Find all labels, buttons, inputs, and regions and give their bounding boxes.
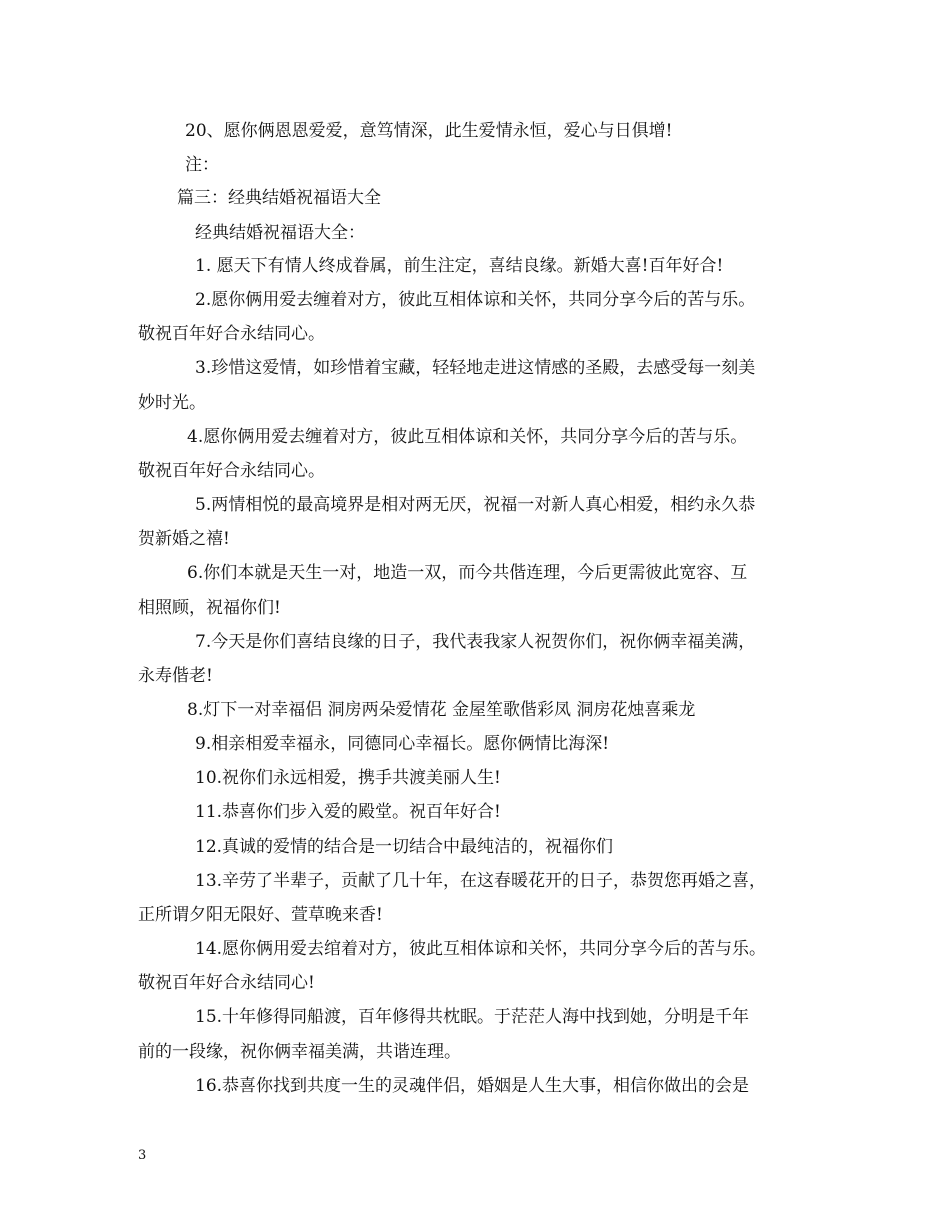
text-line: 经典结婚祝福语大全： bbox=[195, 223, 365, 243]
text-line: 8.灯下一对幸福侣 洞房两朵爱情花 金屋笙歌偕彩凤 洞房花烛喜乘龙 bbox=[187, 700, 696, 720]
text-line: 正所谓夕阳无限好、萱草晚来香! bbox=[138, 905, 383, 925]
text-line: 12.真诚的爱情的结合是一切结合中最纯洁的，祝福你们 bbox=[195, 837, 614, 857]
text-line: 6.你们本就是天生一对，地造一双，而今共偕连理，今后更需彼此宽容、互 bbox=[187, 563, 748, 583]
text-line: 永寿偕老! bbox=[138, 666, 213, 686]
text-line: 11.恭喜你们步入爱的殿堂。祝百年好合! bbox=[195, 802, 501, 822]
text-line: 敬祝百年好合永结同心。 bbox=[138, 324, 325, 344]
text-line: 敬祝百年好合永结同心。 bbox=[138, 461, 325, 481]
text-line: 妙时光。 bbox=[138, 393, 206, 413]
text-line: 5.两情相悦的最高境界是相对两无厌，祝福一对新人真心相爱，相约永久恭 bbox=[195, 495, 756, 515]
text-line: 相照顾，祝福你们! bbox=[138, 598, 281, 618]
text-line: 注： bbox=[185, 155, 219, 175]
text-line: 15.十年修得同船渡，百年修得共枕眠。于茫茫人海中找到她，分明是千年 bbox=[195, 1007, 750, 1027]
text-line: 14.愿你俩用爱去绾着对方，彼此互相体谅和关怀，共同分享今后的苦与乐。 bbox=[195, 939, 767, 959]
text-line: 1. 愿天下有情人终成眷属，前生注定，喜结良缘。新婚大喜!百年好合! bbox=[195, 256, 724, 276]
text-line: 3.珍惜这爱情，如珍惜着宝藏，轻轻地走进这情感的圣殿，去感受每一刻美 bbox=[195, 358, 756, 378]
text-line: 10.祝你们永远相爱，携手共渡美丽人生! bbox=[195, 768, 501, 788]
section-heading: 篇三：经典结婚祝福语大全 bbox=[177, 188, 381, 208]
text-line: 4.愿你俩用爱去缠着对方，彼此互相体谅和关怀，共同分享今后的苦与乐。 bbox=[187, 427, 748, 447]
text-line: 16.恭喜你找到共度一生的灵魂伴侣，婚姻是人生大事，相信你做出的会是 bbox=[195, 1076, 750, 1096]
text-line: 前的一段缘，祝你俩幸福美满，共谐连理。 bbox=[138, 1042, 461, 1062]
text-line: 2.愿你俩用爱去缠着对方，彼此互相体谅和关怀，共同分享今后的苦与乐。 bbox=[195, 290, 756, 310]
text-line: 7.今天是你们喜结良缘的日子，我代表我家人祝贺你们，祝你俩幸福美满， bbox=[195, 632, 756, 652]
text-line: 贺新婚之禧! bbox=[138, 529, 230, 549]
text-line: 13.辛劳了半辈子，贡献了几十年，在这春暖花开的日子，恭贺您再婚之喜， bbox=[195, 871, 767, 891]
page-number: 3 bbox=[138, 1148, 147, 1163]
text-line: 20、愿你俩恩恩爱爱，意笃情深，此生爱情永恒，爱心与日俱增! bbox=[185, 121, 673, 141]
text-line: 9.相亲相爱幸福永，同德同心幸福长。愿你俩情比海深! bbox=[195, 734, 610, 754]
text-line: 敬祝百年好合永结同心! bbox=[138, 973, 315, 993]
